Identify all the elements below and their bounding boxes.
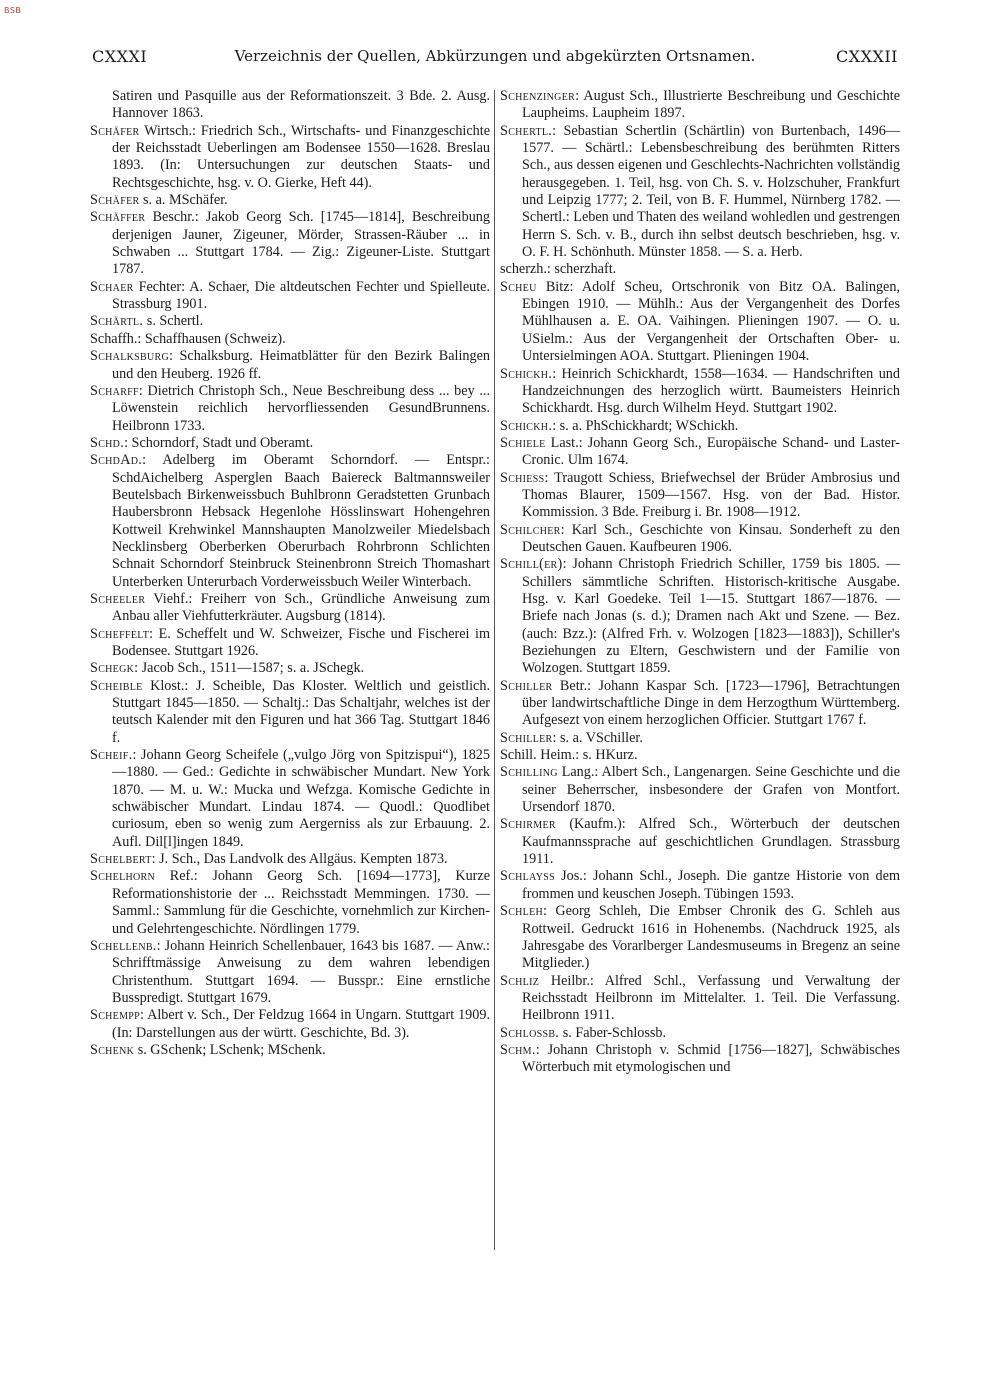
index-entry bbox=[90, 279, 490, 314]
entry-keyword: Schäffer bbox=[90, 209, 146, 226]
entry-text: : Karl Sch., Geschichte von Kinsau. Sonderheft zu den Deutschen Gauen. Kaufbeuren 1906. bbox=[522, 521, 900, 555]
entry-text: : August Sch., Illustrierte Beschreibung und Geschichte Laupheims. Laupheim 1897. bbox=[522, 88, 900, 122]
index-entry bbox=[500, 279, 900, 366]
index-entry bbox=[90, 660, 490, 677]
index-entry bbox=[500, 123, 900, 262]
index-entry bbox=[90, 348, 490, 383]
index-entry bbox=[90, 452, 490, 591]
entry-keyword: Schenzinger bbox=[500, 88, 576, 104]
entry-text: Fechter: A. Schaer, Die altdeutschen Fechter und Spielleute. Strassburg 1901. bbox=[112, 278, 490, 313]
left-column bbox=[90, 88, 490, 1059]
index-entry bbox=[90, 1007, 490, 1042]
entry-keyword: Schilling bbox=[500, 764, 558, 781]
entry-keyword: Schickh. bbox=[500, 417, 553, 434]
index-entry bbox=[90, 851, 490, 868]
entry-text: s. Faber-Schlossb. bbox=[559, 1024, 667, 1041]
index-entry bbox=[500, 678, 900, 730]
entry-text: : Traugott Schiess, Briefwechsel der Brüder Ambrosius und Thomas Blaurer, 1509—1567. Hsg. von der Bad. Histor. Kommission. 3 Bde. Freiburg i. Br. 1908—1912. bbox=[522, 469, 900, 521]
entry-keyword: Schliz bbox=[500, 972, 540, 989]
entry-text: : s. a. PhSchickhardt; WSchickh. bbox=[552, 417, 739, 434]
entry-keyword: Schaer bbox=[90, 278, 134, 295]
entry-text: Klost.: J. Scheible, Das Kloster. Weltlich und geistlich. Stuttgart 1845—1850. — Schaltj.: Das Schaltjahr, welches ist der teutsch Kalender mit den Figuren und hat 366 Tag. Stuttgart 1846 f. bbox=[112, 677, 490, 746]
column-divider bbox=[494, 90, 495, 1250]
index-entry bbox=[500, 747, 900, 764]
index-entry bbox=[500, 730, 900, 747]
index-entry bbox=[500, 522, 900, 557]
index-entry bbox=[500, 903, 900, 972]
entry-text: Last.: Johann Georg Sch., Europäische Schand- und Laster-Cronic. Ulm 1674. bbox=[522, 434, 900, 469]
entry-text: Wirtsch.: Friedrich Sch., Wirtschafts- und Finanzgeschichte der Reichsstadt Ueberlingen am Bodensee 1550—1628. Breslau 1893. (In: Untersuchungen zur deutschen Staats- und Rechtsgeschichte, hsg. v. O. Gierke, Heft 44). bbox=[112, 122, 490, 191]
entry-text: : Georg Schleh, Die Embser Chronik des G. Schleh aus Rottweil. Gedruckt 1616 in Hohenembs. (Nachdruck 1925, als Jahresgabe des Vorarlberger Landesmuseums in Bregenz an seine Mitglieder.) bbox=[522, 903, 900, 972]
index-entry bbox=[500, 764, 900, 816]
entry-keyword: Schlayss bbox=[500, 868, 555, 885]
entry-text: : Jacob Sch., 1511—1587; s. a. JSchegk. bbox=[134, 660, 365, 677]
index-entry bbox=[500, 261, 900, 278]
index-entry bbox=[90, 938, 490, 1007]
index-entry bbox=[90, 88, 490, 123]
entry-text: scherzh.: scherzhaft. bbox=[500, 261, 617, 278]
right-column bbox=[500, 88, 900, 1077]
index-entry bbox=[500, 868, 900, 903]
entry-keyword: Scheif. bbox=[90, 747, 133, 764]
entry-text: s. GSchenk; LSchenk; MSchenk. bbox=[134, 1041, 326, 1058]
entry-text: : Johann Christoph v. Schmid [1756—1827], Schwäbisches Wörterbuch mit etymologischen und bbox=[522, 1041, 900, 1076]
entry-keyword: Schd. bbox=[90, 434, 125, 451]
entry-text: Viehf.: Freiherr von Sch., Gründliche Anweisung zum Anbau aller Viehfutterkräuter. Augsburg (1814). bbox=[112, 590, 490, 625]
entry-keyword: Schempp bbox=[90, 1007, 141, 1024]
entry-text: Schill. Heim.: s. HKurz. bbox=[500, 747, 638, 764]
entry-text: s. Schertl. bbox=[143, 313, 204, 330]
index-entry bbox=[500, 470, 900, 522]
entry-keyword: Scheible bbox=[90, 677, 143, 694]
entry-text: Heilbr.: Alfred Schl., Verfassung und Verwaltung der Reichsstadt Heilbronn im Mittelalter. 1. Teil. Die Verfassung. Heilbronn 1911. bbox=[522, 972, 900, 1024]
entry-keyword: Schiller bbox=[500, 677, 553, 694]
entry-text: Bitz: Adolf Scheu, Ortschronik von Bitz OA. Balingen, Ebingen 1910. — Mühlh.: Aus der Vergangenheit des Dorfes Mühlhausen a. E. OA. Vaihingen. Plieningen 1907. — O. u. USielm.: Aus der Vergangenheit der Ortschaften Ober- u. Untersielmingen AOA. Stuttgart. Plieningen 1904. bbox=[522, 278, 900, 365]
entry-keyword: Schalksburg bbox=[90, 348, 169, 365]
index-entry bbox=[90, 383, 490, 435]
entry-keyword: Schleh bbox=[500, 903, 544, 920]
entry-keyword: Schärtl. bbox=[90, 313, 144, 330]
entry-keyword: Schilcher bbox=[500, 521, 561, 538]
entry-keyword: Schellenb. bbox=[90, 937, 157, 954]
entry-keyword: Schiele bbox=[500, 434, 546, 451]
library-stamp: BSB bbox=[4, 6, 22, 15]
index-entry bbox=[90, 313, 490, 330]
entry-keyword: Scheeler bbox=[90, 590, 146, 607]
entry-text: : Johann Georg Scheifele („vulgo Jörg von Spitzispui“), 1825—1880. — Ged.: Gedichte in schwäbischer Mundart. New York 1870. — M. u. W.: Mucka und Wefzga. Komische Gedichte in schwäbischer Mundart. Lindau 1874. — Quodl.: Quodlibet curiosum, eben so wenig zum Aergerniss als zur Erbauung. 2. Aufl. Dil[l]ingen 1849. bbox=[112, 747, 490, 850]
entry-keyword: Schelbert bbox=[90, 851, 152, 868]
entry-keyword: Schegk bbox=[90, 660, 135, 677]
index-entry bbox=[500, 418, 900, 435]
index-entry bbox=[90, 123, 490, 192]
entry-keyword: Scheu bbox=[500, 278, 537, 295]
entry-text: Satiren und Pasquille aus der Reformationszeit. 3 Bde. 2. Ausg. Hannover 1863. bbox=[112, 88, 490, 122]
index-entry bbox=[90, 626, 490, 661]
entry-keyword: SchdAd. bbox=[90, 452, 143, 469]
entry-text: : Dietrich Christoph Sch., Neue Beschreibung dess ... bey ... Löwenstein reichlich hervorfliessenden GesundBrunnens. Heilbronn 1733. bbox=[112, 382, 490, 434]
index-entry bbox=[500, 435, 900, 470]
index-entry bbox=[500, 366, 900, 418]
index-entry bbox=[500, 973, 900, 1025]
entry-text: Betr.: Johann Kaspar Sch. [1723—1796], Betrachtungen über landwirtschaftliche Dinge in dem Herzogthum Württemberg. Aufgesezt von einem herzoglichen Officier. Stuttgart 1767 f. bbox=[522, 677, 900, 729]
index-entry bbox=[90, 747, 490, 851]
entry-text: : Heinrich Schickhardt, 1558—1634. — Handschriften und Handzeichnungen des herzoglich württ. Baumeisters Heinrich Schickhardt. Hsg. durch Wilhelm Heyd. Stuttgart 1902. bbox=[522, 365, 900, 417]
index-entry bbox=[500, 1042, 900, 1077]
running-title: Verzeichnis der Quellen, Abkürzungen und abgekürzten Ortsnamen. bbox=[234, 47, 756, 65]
entry-keyword: Scheffelt bbox=[90, 625, 150, 642]
entry-text: : Albert v. Sch., Der Feldzug 1664 in Ungarn. Stuttgart 1909. (In: Darstellungen aus der württ. Geschichte, Bd. 3). bbox=[112, 1007, 490, 1041]
entry-text: Lang.: Albert Sch., Langenargen. Seine Geschichte und die seiner Beherrscher, insbesondere der Grafen von Montfort. Ursendorf 1870. bbox=[522, 764, 900, 816]
index-entry bbox=[500, 1025, 900, 1042]
index-entry bbox=[90, 591, 490, 626]
entry-text: Schaffh.: Schaffhausen (Schweiz). bbox=[90, 330, 286, 347]
entry-text: : Adelberg im Oberamt Schorndorf. — Entspr.: SchdAichelberg Asperglen Baach Baiereck Baltmannsweiler Beutelsbach Birkenweissbuch Buhlbronn Geradstetten Grunbach Haubersbronn Hebsack Hegenlohe Hösslinswart Hohengehren Kottweil Krehwinkel Mannshaupten Manolzweiler Miedelsbach Necklinsberg Oberberken Oberurbach Rohrbronn Schlichten Schnait Schorndorf Steinbruck Steinenbronn Streich Thomashart Unterberken Unterurbach Vorderweissbuch Weiler Winterbach. bbox=[112, 452, 490, 590]
index-entry bbox=[90, 435, 490, 452]
entry-text: s. a. MSchäfer. bbox=[139, 192, 228, 209]
entry-keyword: Scharff bbox=[90, 382, 139, 399]
entry-keyword: Schlossb. bbox=[500, 1024, 560, 1041]
entry-keyword: Schertl. bbox=[500, 122, 553, 139]
entry-text: Ref.: Johann Georg Sch. [1694—1773], Kurze Reformationshistorie der ... Reichsstadt Memmingen. 1730. — Samml.: Sammlung für die Geschichte, vornehmlich zur Kirchen- und Gelehrtengeschichte. Nördlingen 1779. bbox=[112, 868, 490, 937]
entry-text: : E. Scheffelt und W. Schweizer, Fische und Fischerei im Bodensee. Stuttgart 1926. bbox=[112, 625, 490, 659]
index-entry bbox=[90, 331, 490, 348]
entry-keyword: Schickh. bbox=[500, 365, 553, 382]
entry-keyword: Schm. bbox=[500, 1041, 536, 1058]
index-entry bbox=[500, 556, 900, 677]
entry-keyword: Schelhorn bbox=[90, 868, 156, 885]
index-entry bbox=[90, 1042, 490, 1059]
index-entry bbox=[90, 678, 490, 747]
index-entry bbox=[500, 88, 900, 123]
entry-text: : J. Sch., Das Landvolk des Allgäus. Kempten 1873. bbox=[151, 851, 448, 868]
entry-text: : Johann Heinrich Schellenbauer, 1643 bis 1687. — Anw.: Schrifftmässige Anweisung zu dem wahren lebendigen Christenthum. Stuttgart 1694. — Busspr.: Eine ernstliche Busspredigt. Stuttgart 1679. bbox=[112, 937, 490, 1006]
index-entry bbox=[500, 816, 900, 868]
index-entry bbox=[90, 209, 490, 278]
entry-text: : Sebastian Schertlin (Schärtlin) von Burtenbach, 1496—1577. — Schärtl.: Lebensbeschreibung des berühmten Ritters Sch., aus dessen eigenen und Geschlechts-Nachrichten vollständig herausgegeben. 1. Teil, hsg. von Ch. S. v. Holzschuher, Frankfurt und Leipzig 1777; 2. Teil, von B. F. Hummel, Nürnberg 1782. — Schertl.: Leben und Thaten des weiland wohledlen und gestrengen Herrn S. Sch. v. B., durch ihn selbst deutsch beschrieben, hsg. v. O. F. H. Schönhuth. Münster 1858. — S. a. Herb. bbox=[522, 122, 900, 261]
entry-text: Jos.: Johann Schl., Joseph. Die gantze Historie von dem frommen und keuschen Joseph. Tübingen 1593. bbox=[522, 868, 900, 902]
entry-text: (Kaufm.): Alfred Sch., Wörterbuch der deutschen Kaufmannssprache auf geschichtlichen Grundlagen. Strassburg 1911. bbox=[522, 816, 900, 868]
left-page-number: CXXXI bbox=[92, 47, 148, 66]
entry-text: Beschr.: Jakob Georg Sch. [1745—1814], Beschreibung derjenigen Jauner, Zigeuner, Mörder, Strassen-Räuber ... in Schwaben ... Stuttgart 1784. — Zig.: Zigeuner-Liste. Stuttgart 1787. bbox=[112, 209, 490, 278]
entry-keyword: Schill(er) bbox=[500, 556, 563, 573]
index-entry bbox=[90, 192, 490, 209]
entry-keyword: Schäfer bbox=[90, 122, 140, 139]
right-page-number: CXXXII bbox=[835, 47, 898, 66]
entry-keyword: Schiller bbox=[500, 729, 553, 746]
entry-keyword: Schirmer bbox=[500, 816, 556, 833]
entry-keyword: Schiess bbox=[500, 469, 545, 486]
entry-text: : s. a. VSchiller. bbox=[552, 729, 643, 746]
entry-text: : Schalksburg. Heimatblätter für den Bezirk Balingen und den Heuberg. 1926 ff. bbox=[112, 348, 490, 382]
entry-text: : Johann Christoph Friedrich Schiller, 1759 bis 1805. — Schillers sämmtliche Schriften. Historisch-kritische Ausgabe. Hsg. v. Karl Goedeke. Teil 1—15. Stuttgart 1867—1876. — Briefe nach Jonas (s. d.); Dramen nach Akt und Szene. — Bez. (auch: Bzz.): (Alfred Frh. v. Wolzogen [1823—1883]), Schiller's Beziehungen zu Eltern, Geschwistern und der Familie von Wolzogen. Stuttgart 1859. bbox=[522, 556, 900, 677]
page-header bbox=[92, 45, 898, 73]
entry-keyword: Schenk bbox=[90, 1041, 135, 1058]
entry-text: : Schorndorf, Stadt und Oberamt. bbox=[124, 434, 314, 451]
entry-keyword: Schäfer bbox=[90, 192, 140, 209]
index-entry bbox=[90, 868, 490, 937]
